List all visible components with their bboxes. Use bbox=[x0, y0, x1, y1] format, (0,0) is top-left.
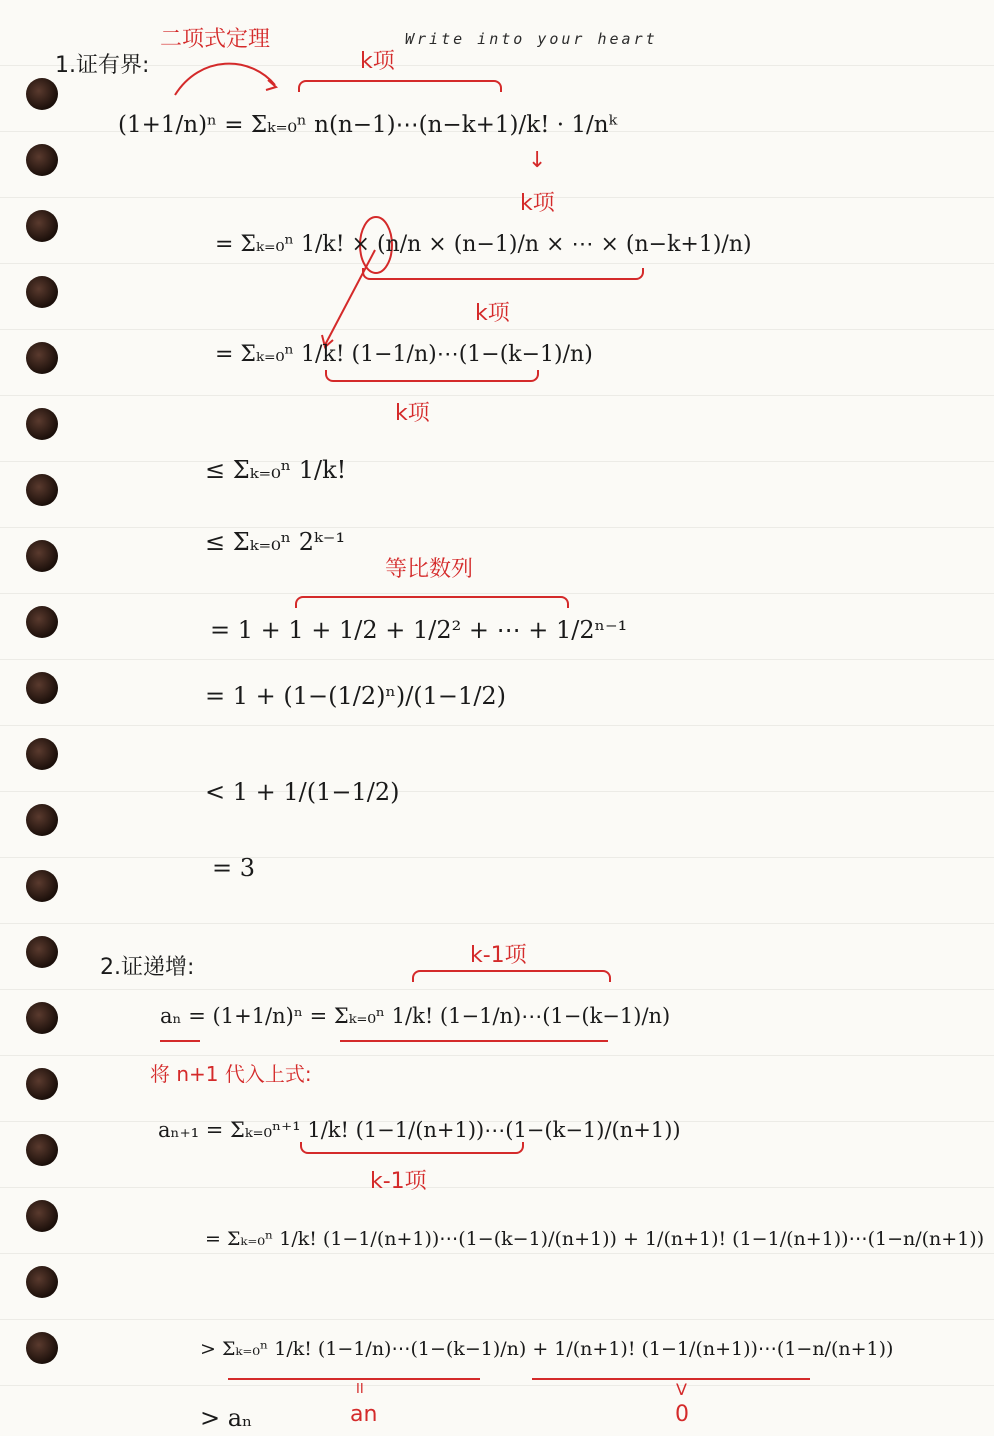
k-terms-note: k项 bbox=[520, 191, 555, 216]
split-sum-line: = Σₖ₌₀ⁿ 1/k! (1−1/(n+1))⋯(1−(k−1)/(n+1)) + 1/(n+1)! (1−1/(n+1))⋯(1−n/(n+1)) bbox=[205, 1228, 985, 1250]
k-terms-brace bbox=[298, 80, 502, 92]
k-terms-brace bbox=[362, 268, 644, 280]
final-line: > aₙ bbox=[200, 1404, 253, 1432]
bound-line: < 1 + 1/(1−1/2) bbox=[205, 778, 400, 806]
geometric-series-brace bbox=[295, 596, 569, 608]
section1-title: 1.证有界: bbox=[55, 53, 150, 78]
zero-label: 0 bbox=[675, 1402, 689, 1427]
geometric-formula-line: = 1 + (1−(1/2)ⁿ)/(1−1/2) bbox=[205, 682, 507, 710]
inequality-line-1: ≤ Σₖ₌₀ⁿ 1/k! bbox=[205, 456, 347, 484]
second-term-underline bbox=[532, 1378, 810, 1380]
k-terms-note: k项 bbox=[395, 401, 430, 426]
k-terms-brace bbox=[325, 370, 539, 382]
an-plus-1-line: aₙ₊₁ = Σₖ₌₀ⁿ⁺¹ 1/k! (1−1/(n+1))⋯(1−(k−1)/(n+1)) bbox=[158, 1118, 681, 1142]
page-header: Write into your heart bbox=[405, 30, 658, 48]
expansion-line-3: = Σₖ₌₀ⁿ 1/k! (1−1/n)⋯(1−(k−1)/n) bbox=[215, 342, 593, 367]
expansion-line-2: = Σₖ₌₀ⁿ 1/k! × (n/n × (n−1)/n × ⋯ × (n−k+1)/n) bbox=[215, 232, 752, 257]
k-1-terms-brace bbox=[300, 1142, 524, 1154]
down-arrow: ↓ bbox=[528, 148, 547, 173]
k-1-terms-note: k-1项 bbox=[370, 1169, 427, 1194]
k-1-terms-note: k-1项 bbox=[470, 943, 527, 968]
substitute-note: 将 n+1 代入上式: bbox=[150, 1062, 312, 1086]
sum-underline bbox=[340, 1040, 608, 1042]
result-line: = 3 bbox=[212, 854, 256, 882]
an-label: an bbox=[350, 1402, 378, 1427]
expansion-line-1: (1+1/n)ⁿ = Σₖ₌₀ⁿ n(n−1)⋯(n−k+1)/k! · 1/nᵏ bbox=[118, 112, 617, 138]
k-terms-note: k项 bbox=[360, 49, 395, 74]
geometric-sum-line: = 1 + 1 + 1/2 + 1/2² + ⋯ + 1/2ⁿ⁻¹ bbox=[210, 616, 628, 644]
first-sum-underline bbox=[228, 1378, 480, 1380]
compare-line: > Σₖ₌₀ⁿ 1/k! (1−1/n)⋯(1−(k−1)/n) + 1/(n+1)! (1−1/(n+1))⋯(1−n/(n+1)) bbox=[200, 1338, 894, 1360]
equals-mark: II bbox=[356, 1382, 364, 1397]
k-terms-note: k项 bbox=[475, 301, 510, 326]
section2-title: 2.证递增: bbox=[100, 955, 195, 980]
an-underline bbox=[160, 1040, 200, 1042]
geometric-series-note: 等比数列 bbox=[385, 557, 474, 582]
inequality-line-2: ≤ Σₖ₌₀ⁿ 2ᵏ⁻¹ bbox=[205, 528, 346, 556]
an-definition-line: aₙ = (1+1/n)ⁿ = Σₖ₌₀ⁿ 1/k! (1−1/n)⋯(1−(k−1)/n) bbox=[160, 1004, 671, 1028]
greater-than-mark: V bbox=[676, 1380, 687, 1399]
k-1-terms-brace bbox=[412, 970, 611, 982]
binomial-theorem-note: 二项式定理 bbox=[160, 27, 271, 52]
